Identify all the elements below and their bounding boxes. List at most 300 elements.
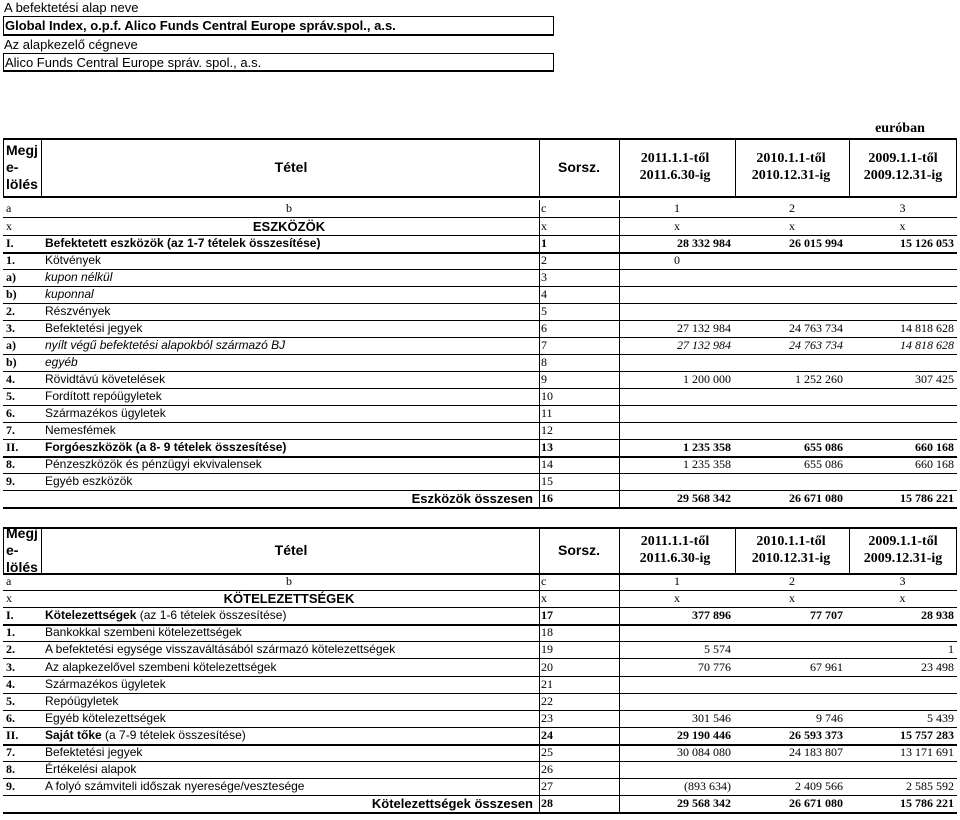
value-2011: x bbox=[674, 219, 680, 233]
row-number: 27 bbox=[541, 779, 553, 793]
row-marker bbox=[6, 795, 36, 812]
value-2010 bbox=[741, 693, 843, 710]
row-marker: b) bbox=[6, 355, 17, 369]
value-2010: 24 183 807 bbox=[789, 745, 843, 759]
row-label bbox=[45, 200, 533, 217]
table-row bbox=[3, 371, 957, 388]
row-label-text: Származékos ügyletek bbox=[45, 406, 166, 420]
row-number: 28 bbox=[541, 796, 553, 810]
value-2011 bbox=[623, 303, 731, 320]
row-marker: 8. bbox=[6, 762, 15, 776]
value-2010 bbox=[741, 354, 843, 371]
rule-line bbox=[3, 527, 957, 529]
row-label bbox=[45, 641, 533, 658]
row-number: 13 bbox=[541, 440, 553, 454]
value-2010 bbox=[741, 286, 843, 303]
row-label-rest: (a 7-9 tételek összesítése) bbox=[101, 728, 246, 742]
row-label-text: Befektetési jegyek bbox=[45, 745, 143, 759]
value-2011 bbox=[623, 473, 731, 490]
row-marker: a bbox=[6, 201, 12, 215]
row-number: 15 bbox=[541, 474, 553, 488]
value-2010: 1 252 260 bbox=[795, 372, 843, 386]
header-period-2010: 2010.1.1-től 2010.12.31-ig bbox=[751, 534, 831, 566]
value-2011: 1 235 358 bbox=[683, 440, 731, 454]
table-row bbox=[3, 473, 957, 490]
row-marker: 7. bbox=[6, 423, 15, 437]
value-2009: 15 786 221 bbox=[900, 491, 954, 505]
table-row bbox=[3, 405, 957, 422]
row-number: 23 bbox=[541, 711, 553, 725]
row-label bbox=[45, 286, 533, 303]
row-number: 8 bbox=[541, 355, 547, 369]
row-number: 21 bbox=[541, 677, 553, 691]
table-row bbox=[3, 727, 957, 744]
row-marker: 8. bbox=[6, 457, 15, 471]
value-2009 bbox=[851, 286, 954, 303]
header-period-2010: 2010.1.1-től 2010.12.31-ig bbox=[751, 151, 831, 183]
row-number: 3 bbox=[541, 270, 547, 284]
value-2010: 655 086 bbox=[804, 440, 843, 454]
table-row bbox=[3, 286, 957, 303]
row-label-text: Egyéb eszközök bbox=[45, 474, 133, 488]
row-label-bold: Kötelezettségek bbox=[45, 608, 137, 622]
value-2011: 1 200 000 bbox=[683, 372, 731, 386]
row-label bbox=[45, 252, 533, 269]
value-2009 bbox=[851, 354, 954, 371]
rule-line bbox=[619, 200, 620, 507]
row-label bbox=[45, 490, 533, 507]
row-marker: 9. bbox=[6, 474, 15, 488]
row-label bbox=[45, 659, 533, 676]
value-2009: 660 168 bbox=[915, 440, 954, 454]
table-row bbox=[3, 200, 957, 217]
table-row bbox=[3, 320, 957, 337]
row-number: 2 bbox=[541, 253, 547, 267]
row-marker: II. bbox=[6, 728, 19, 742]
header-tetel: Tétel bbox=[274, 158, 308, 175]
row-label bbox=[45, 456, 533, 473]
table-row bbox=[3, 659, 957, 676]
row-label bbox=[45, 371, 533, 388]
row-label-text: nyílt végű befektetési alapokból származó BJ bbox=[45, 338, 286, 352]
value-2011: x bbox=[674, 591, 680, 605]
value-2010 bbox=[741, 405, 843, 422]
value-2011 bbox=[623, 269, 731, 286]
value-2010 bbox=[741, 473, 843, 490]
row-label-text: KÖTELEZETTSÉGEK bbox=[223, 591, 355, 606]
row-label bbox=[45, 795, 533, 812]
table-row bbox=[3, 490, 957, 507]
row-label-text: Repóügyletek bbox=[45, 694, 119, 708]
row-label-text: ESZKÖZÖK bbox=[252, 219, 326, 234]
value-2011: 27 132 984 bbox=[677, 321, 731, 335]
row-number: 19 bbox=[541, 642, 553, 656]
value-2009 bbox=[851, 422, 954, 439]
value-2009 bbox=[851, 624, 954, 641]
row-label-text: Kötelezettségek összesen bbox=[371, 796, 533, 811]
row-marker: I. bbox=[6, 236, 14, 250]
row-label-text: Nemesfémek bbox=[45, 423, 116, 437]
table-row bbox=[3, 641, 957, 658]
table-row bbox=[3, 710, 957, 727]
table-row bbox=[3, 439, 957, 456]
row-label-text: A folyó számviteli időszak nyeresége/vesztesége bbox=[45, 779, 305, 793]
header-sorsz: Sorsz. bbox=[557, 541, 600, 558]
value-2010: 26 593 373 bbox=[789, 728, 843, 742]
header-megj: Megj e- lölés bbox=[6, 141, 38, 192]
row-marker: a bbox=[6, 574, 12, 588]
rule-line bbox=[619, 527, 620, 573]
value-2011: 28 332 984 bbox=[677, 236, 731, 250]
value-2011 bbox=[623, 676, 731, 693]
rule-line bbox=[619, 573, 620, 812]
value-2011: 377 896 bbox=[692, 608, 731, 622]
rule-line bbox=[3, 196, 957, 198]
value-2010: 26 015 994 bbox=[789, 236, 843, 250]
value-2011: 29 568 342 bbox=[677, 796, 731, 810]
row-number: x bbox=[541, 219, 547, 233]
value-2011: 0 bbox=[674, 253, 680, 267]
row-number: 17 bbox=[541, 608, 553, 622]
row-label bbox=[45, 337, 533, 354]
row-marker: 3. bbox=[6, 660, 15, 674]
row-label-text: Befektetett eszközök (az 1-7 tételek összesítése) bbox=[45, 236, 321, 250]
rule-line bbox=[3, 138, 4, 196]
table-row bbox=[3, 761, 957, 778]
row-number: 10 bbox=[541, 389, 553, 403]
row-number: 25 bbox=[541, 745, 553, 759]
rule-line bbox=[539, 527, 540, 573]
table-row bbox=[3, 607, 957, 624]
value-2011: 1 bbox=[674, 574, 680, 588]
value-2009: 5 439 bbox=[927, 711, 954, 725]
table-row bbox=[3, 573, 957, 590]
table-row bbox=[3, 676, 957, 693]
rule-line bbox=[539, 200, 540, 507]
row-label-text: A befektetési egysége visszaváltásából származó kötelezettségek bbox=[45, 642, 396, 656]
rule-line bbox=[3, 527, 4, 573]
row-marker: a) bbox=[6, 338, 16, 352]
row-number: 24 bbox=[541, 728, 553, 742]
row-label-text: kupon nélkül bbox=[45, 270, 113, 284]
header-tetel: Tétel bbox=[274, 541, 308, 558]
row-marker: 5. bbox=[6, 389, 15, 403]
value-2011: (893 634) bbox=[684, 779, 731, 793]
value-2009 bbox=[851, 269, 954, 286]
row-number: 9 bbox=[541, 372, 547, 386]
value-2009 bbox=[851, 473, 954, 490]
row-label bbox=[45, 422, 533, 439]
value-2009 bbox=[851, 252, 954, 269]
value-2009 bbox=[851, 676, 954, 693]
value-2010: 77 707 bbox=[810, 608, 843, 622]
row-label bbox=[45, 388, 533, 405]
rule-line bbox=[41, 527, 42, 573]
value-2009: 15 757 283 bbox=[900, 728, 954, 742]
value-2010 bbox=[741, 761, 843, 778]
row-label-text: Az alapkezelővel szembeni kötelezettségek bbox=[45, 660, 277, 674]
value-2011: 29 190 446 bbox=[677, 728, 731, 742]
table-row bbox=[3, 354, 957, 371]
value-2009: 3 bbox=[899, 201, 906, 215]
value-2009: 14 818 628 bbox=[900, 321, 954, 335]
value-2009: 15 786 221 bbox=[900, 796, 954, 810]
value-2009: 2 585 592 bbox=[906, 779, 954, 793]
assets-table bbox=[3, 138, 957, 513]
row-marker: b) bbox=[6, 287, 17, 301]
row-number: 11 bbox=[541, 406, 553, 420]
value-2011: 1 235 358 bbox=[683, 457, 731, 471]
row-label bbox=[45, 693, 533, 710]
value-2010: x bbox=[789, 219, 795, 233]
manager-name-value: Alico Funds Central Europe správ. spol., a.s. bbox=[5, 55, 262, 70]
value-2010: 26 671 080 bbox=[789, 796, 843, 810]
value-2010: 26 671 080 bbox=[789, 491, 843, 505]
value-2011 bbox=[623, 405, 731, 422]
value-2009: 23 498 bbox=[921, 660, 954, 674]
row-label-text: egyéb bbox=[45, 355, 78, 369]
value-2011 bbox=[623, 354, 731, 371]
value-2009: x bbox=[899, 591, 906, 605]
row-marker: 1. bbox=[6, 253, 15, 267]
row-label bbox=[45, 473, 533, 490]
table-row bbox=[3, 337, 957, 354]
row-label bbox=[45, 710, 533, 727]
row-marker: 6. bbox=[6, 711, 15, 725]
rule-line bbox=[539, 138, 540, 196]
liabilities-table bbox=[3, 524, 957, 820]
rule-line bbox=[849, 138, 850, 196]
table-row bbox=[3, 269, 957, 286]
row-number: 5 bbox=[541, 304, 547, 318]
header-megj: Megj e- lölés bbox=[6, 524, 38, 575]
row-marker: 1. bbox=[6, 625, 15, 639]
row-label-text: Származékos ügyletek bbox=[45, 677, 166, 691]
row-number: 6 bbox=[541, 321, 547, 335]
value-2010 bbox=[741, 252, 843, 269]
row-number: 12 bbox=[541, 423, 553, 437]
row-number: 1 bbox=[541, 236, 547, 250]
row-label-text: kuponnal bbox=[45, 287, 94, 301]
row-marker: 2. bbox=[6, 304, 15, 318]
row-label-text: Részvények bbox=[45, 304, 111, 318]
value-2010: 9 746 bbox=[816, 711, 843, 725]
value-2009 bbox=[851, 761, 954, 778]
value-2010: 24 763 734 bbox=[789, 321, 843, 335]
table-row bbox=[3, 456, 957, 473]
value-2010: 24 763 734 bbox=[789, 338, 843, 352]
rule-line bbox=[735, 138, 736, 196]
row-marker: 4. bbox=[6, 372, 15, 386]
row-marker: I. bbox=[6, 608, 14, 622]
rule-line bbox=[619, 138, 620, 196]
value-2009: x bbox=[899, 219, 906, 233]
value-2011 bbox=[623, 286, 731, 303]
row-rule bbox=[3, 812, 957, 814]
table-row bbox=[3, 235, 957, 252]
rule-line bbox=[539, 573, 540, 812]
row-label-text: Rövidtávú követelések bbox=[45, 372, 166, 386]
row-number: c bbox=[541, 574, 547, 588]
row-marker: 9. bbox=[6, 779, 15, 793]
row-label bbox=[45, 778, 533, 795]
table-row bbox=[3, 218, 957, 235]
value-2011: 29 568 342 bbox=[677, 491, 731, 505]
value-2011 bbox=[623, 422, 731, 439]
header-period-2009: 2009.1.1-től 2009.12.31-ig bbox=[863, 534, 943, 566]
value-2011 bbox=[623, 693, 731, 710]
value-2010: 655 086 bbox=[804, 457, 843, 471]
value-2011 bbox=[623, 624, 731, 641]
value-2010 bbox=[741, 388, 843, 405]
row-number: 18 bbox=[541, 625, 553, 639]
row-label bbox=[45, 590, 533, 607]
table-row bbox=[3, 778, 957, 795]
header-period-2011: 2011.1.1-től 2011.6.30-ig bbox=[639, 151, 711, 183]
row-label bbox=[45, 624, 533, 641]
row-label-text: Kötvények bbox=[45, 253, 102, 267]
row-label bbox=[45, 303, 533, 320]
value-2009: 14 818 628 bbox=[900, 338, 954, 352]
value-2009: 13 171 691 bbox=[900, 745, 954, 759]
row-label-text: Forgóeszközök (a 8- 9 tételek összesítése) bbox=[45, 440, 287, 454]
row-label bbox=[45, 744, 533, 761]
row-number: 26 bbox=[541, 762, 553, 776]
row-marker: 4. bbox=[6, 677, 15, 691]
rule-line bbox=[956, 138, 957, 196]
table-row bbox=[3, 422, 957, 439]
value-2009: 3 bbox=[899, 574, 906, 588]
row-marker: x bbox=[6, 591, 12, 605]
row-marker: II. bbox=[6, 440, 19, 454]
row-label-text: b bbox=[286, 201, 292, 215]
table-row bbox=[3, 252, 957, 269]
fund-name-value: Global Index, o.p.f. Alico Funds Central Europe správ.spol., a.s. bbox=[5, 18, 396, 33]
value-2011: 301 546 bbox=[692, 711, 731, 725]
table-row bbox=[3, 303, 957, 320]
header-period-2009: 2009.1.1-től 2009.12.31-ig bbox=[863, 151, 943, 183]
table-row bbox=[3, 744, 957, 761]
row-label bbox=[45, 218, 533, 235]
table-row bbox=[3, 795, 957, 812]
manager-name-field bbox=[3, 53, 554, 72]
row-label bbox=[45, 235, 533, 252]
value-2010: 2 bbox=[789, 201, 795, 215]
value-2009: 28 938 bbox=[921, 608, 954, 622]
row-marker bbox=[6, 490, 36, 507]
value-2011 bbox=[623, 388, 731, 405]
value-2010 bbox=[741, 303, 843, 320]
fund-name-label: A befektetési alap neve bbox=[4, 0, 139, 15]
value-2009 bbox=[851, 388, 954, 405]
rule-line bbox=[735, 527, 736, 573]
row-label-bold: Saját tőke bbox=[45, 728, 102, 742]
value-2009 bbox=[851, 405, 954, 422]
table-row bbox=[3, 590, 957, 607]
row-label bbox=[45, 573, 533, 590]
value-2010 bbox=[741, 641, 843, 658]
value-2010: 67 961 bbox=[810, 660, 843, 674]
value-2010 bbox=[741, 269, 843, 286]
row-label-text: Fordított repóügyletek bbox=[45, 389, 162, 403]
row-marker: 2. bbox=[6, 642, 15, 656]
value-2009 bbox=[851, 303, 954, 320]
value-2010: 2 bbox=[789, 574, 795, 588]
row-label bbox=[45, 320, 533, 337]
value-2011: 5 574 bbox=[704, 642, 731, 656]
value-2009: 660 168 bbox=[915, 457, 954, 471]
row-label bbox=[45, 439, 533, 456]
row-label bbox=[45, 405, 533, 422]
row-label bbox=[45, 727, 533, 744]
value-2011: 30 084 080 bbox=[677, 745, 731, 759]
value-2011 bbox=[623, 761, 731, 778]
value-2010: 2 409 566 bbox=[795, 779, 843, 793]
row-label-text: Egyéb kötelezettségek bbox=[45, 711, 166, 725]
rule-line bbox=[3, 138, 957, 140]
row-label-text: Értékelési alapok bbox=[45, 762, 137, 776]
header-sorsz: Sorsz. bbox=[557, 158, 600, 175]
row-rule bbox=[3, 507, 957, 509]
row-marker: 3. bbox=[6, 321, 15, 335]
row-label-text: Pénzeszközök és pénzügyi ekvivalensek bbox=[45, 457, 262, 471]
row-number: 7 bbox=[541, 338, 547, 352]
fund-name-field bbox=[3, 16, 554, 36]
row-marker: 7. bbox=[6, 745, 15, 759]
row-marker: a) bbox=[6, 270, 16, 284]
row-number: x bbox=[541, 591, 547, 605]
rule-line bbox=[849, 527, 850, 573]
row-marker: 6. bbox=[6, 406, 15, 420]
row-marker: 5. bbox=[6, 694, 15, 708]
table-row bbox=[3, 388, 957, 405]
row-label bbox=[45, 607, 533, 624]
row-number: 16 bbox=[541, 491, 553, 505]
row-label bbox=[45, 761, 533, 778]
rule-line bbox=[41, 138, 42, 196]
row-label-text: Befektetési jegyek bbox=[45, 321, 143, 335]
value-2009: 307 425 bbox=[915, 372, 954, 386]
value-2010 bbox=[741, 422, 843, 439]
row-label bbox=[45, 676, 533, 693]
row-label bbox=[45, 354, 533, 371]
value-2009 bbox=[851, 693, 954, 710]
value-2009: 1 bbox=[948, 642, 954, 656]
value-2010: x bbox=[789, 591, 795, 605]
row-number: 20 bbox=[541, 660, 553, 674]
header-period-2011: 2011.1.1-től 2011.6.30-ig bbox=[639, 534, 711, 566]
row-label-rest: (az 1-6 tételek összesítése) bbox=[136, 608, 287, 622]
rule-line bbox=[956, 527, 957, 573]
row-number: 4 bbox=[541, 287, 547, 301]
table-row bbox=[3, 624, 957, 641]
row-number: 14 bbox=[541, 457, 553, 471]
value-2010 bbox=[741, 624, 843, 641]
value-2011: 70 776 bbox=[698, 660, 731, 674]
row-label-text: Bankokkal szembeni kötelezettségek bbox=[45, 625, 242, 639]
manager-name-label: Az alapkezelő cégneve bbox=[4, 37, 138, 52]
row-number: c bbox=[541, 201, 547, 215]
row-number: 22 bbox=[541, 694, 553, 708]
value-2010 bbox=[741, 676, 843, 693]
row-label-text: b bbox=[286, 574, 292, 588]
currency-note: euróban bbox=[875, 121, 925, 136]
row-marker: x bbox=[6, 219, 12, 233]
row-label-text: Eszközök összesen bbox=[411, 491, 533, 506]
value-2009: 15 126 053 bbox=[900, 236, 954, 250]
value-2011: 1 bbox=[674, 201, 680, 215]
table-row bbox=[3, 693, 957, 710]
